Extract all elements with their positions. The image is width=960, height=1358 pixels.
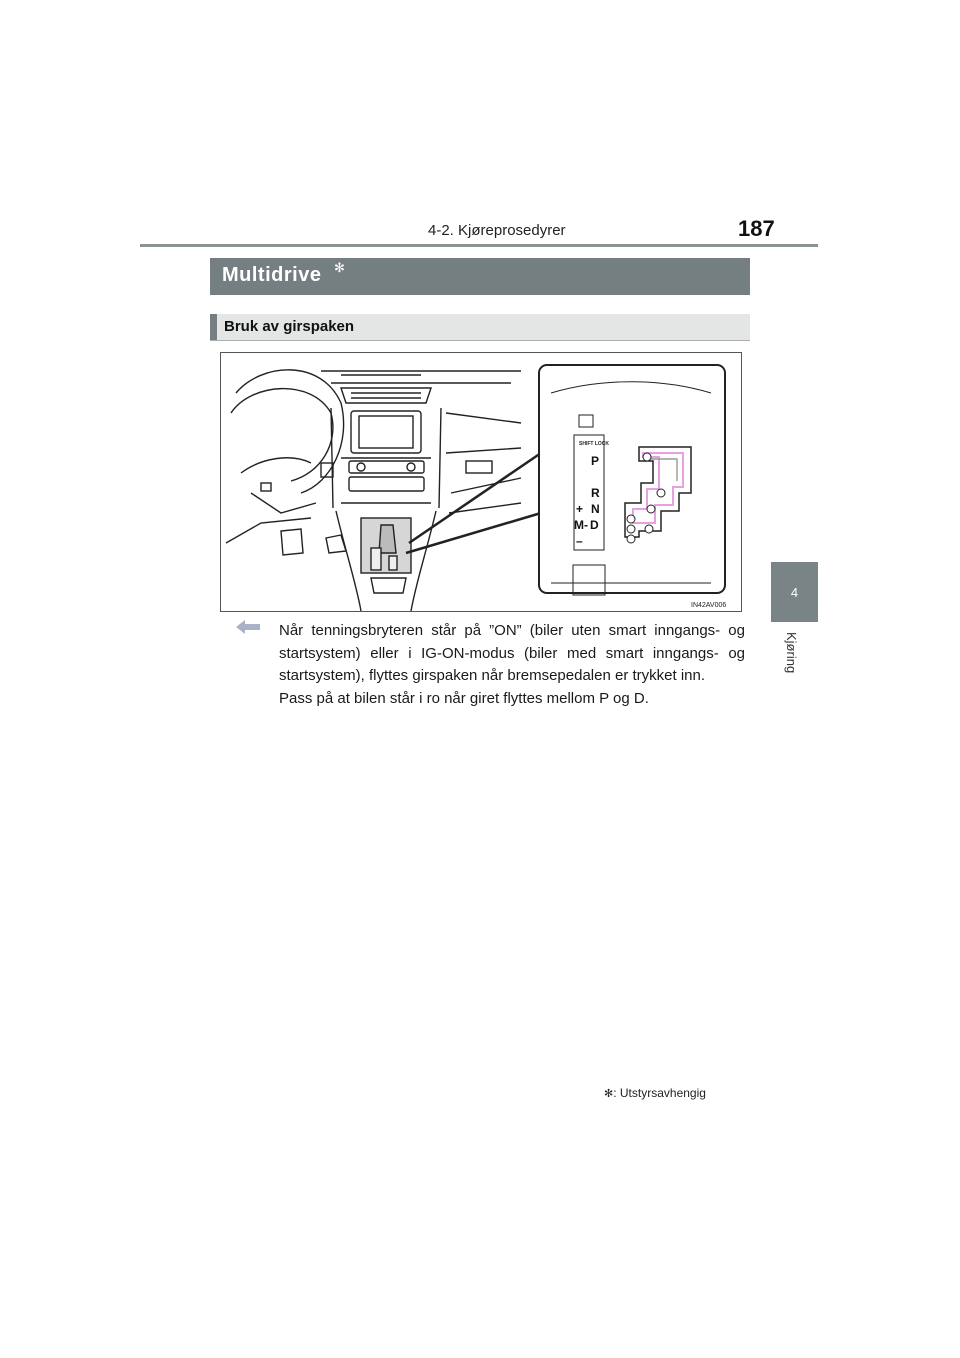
figure-code: IN42AV006 <box>691 602 727 609</box>
subheading-marker <box>210 314 217 340</box>
page-number: 187 <box>738 216 775 241</box>
subheading-bar <box>210 314 750 341</box>
shift-lever-illustration <box>220 352 742 612</box>
footnote-text: : Utstyrsavhengig <box>613 1086 706 1100</box>
instruction-paragraph-1: Når tenningsbryteren står på ”ON” (biler uten smart inngangs- og startsystem) eller i IG-ON-modus (biler med smart inngangs- og startsystem), flyttes girspaken når bremsepedalen er trykket inn. <box>279 622 745 684</box>
section-heading-bar <box>210 258 750 295</box>
gear-label-d: D <box>590 518 599 532</box>
gear-label-plus: + <box>576 502 584 516</box>
footnote <box>604 1086 706 1100</box>
shift-lock-label: SHIFT LOCK <box>579 441 609 447</box>
gear-label-n: N <box>591 502 600 516</box>
gear-label-p: P <box>591 454 600 468</box>
instruction-paragraph-2: Pass på at bilen står i ro når giret flyttes mellom P og D. <box>279 689 649 707</box>
chapter-number: 4 <box>790 584 799 600</box>
arrow-left-icon <box>236 620 260 634</box>
footnote-marker: ✻ <box>604 1088 614 1100</box>
dashboard-drawing <box>221 353 741 611</box>
chapter-label: Kjøring <box>784 632 799 674</box>
subheading: Bruk av girspaken <box>224 318 355 335</box>
section-title: 4-2. Kjøreprosedyrer <box>428 222 566 239</box>
gear-label-dash: - <box>584 518 588 532</box>
chapter-label-container <box>770 628 818 688</box>
optional-equipment-marker: ✻ <box>334 260 345 275</box>
chapter-tab[interactable] <box>771 562 818 622</box>
gear-label-m: M <box>574 518 584 532</box>
gear-label-minus: – <box>576 534 583 548</box>
header-divider <box>140 244 818 247</box>
section-heading: Multidrive <box>222 264 322 286</box>
gear-label-r: R <box>591 486 600 500</box>
instruction-text <box>279 620 745 710</box>
